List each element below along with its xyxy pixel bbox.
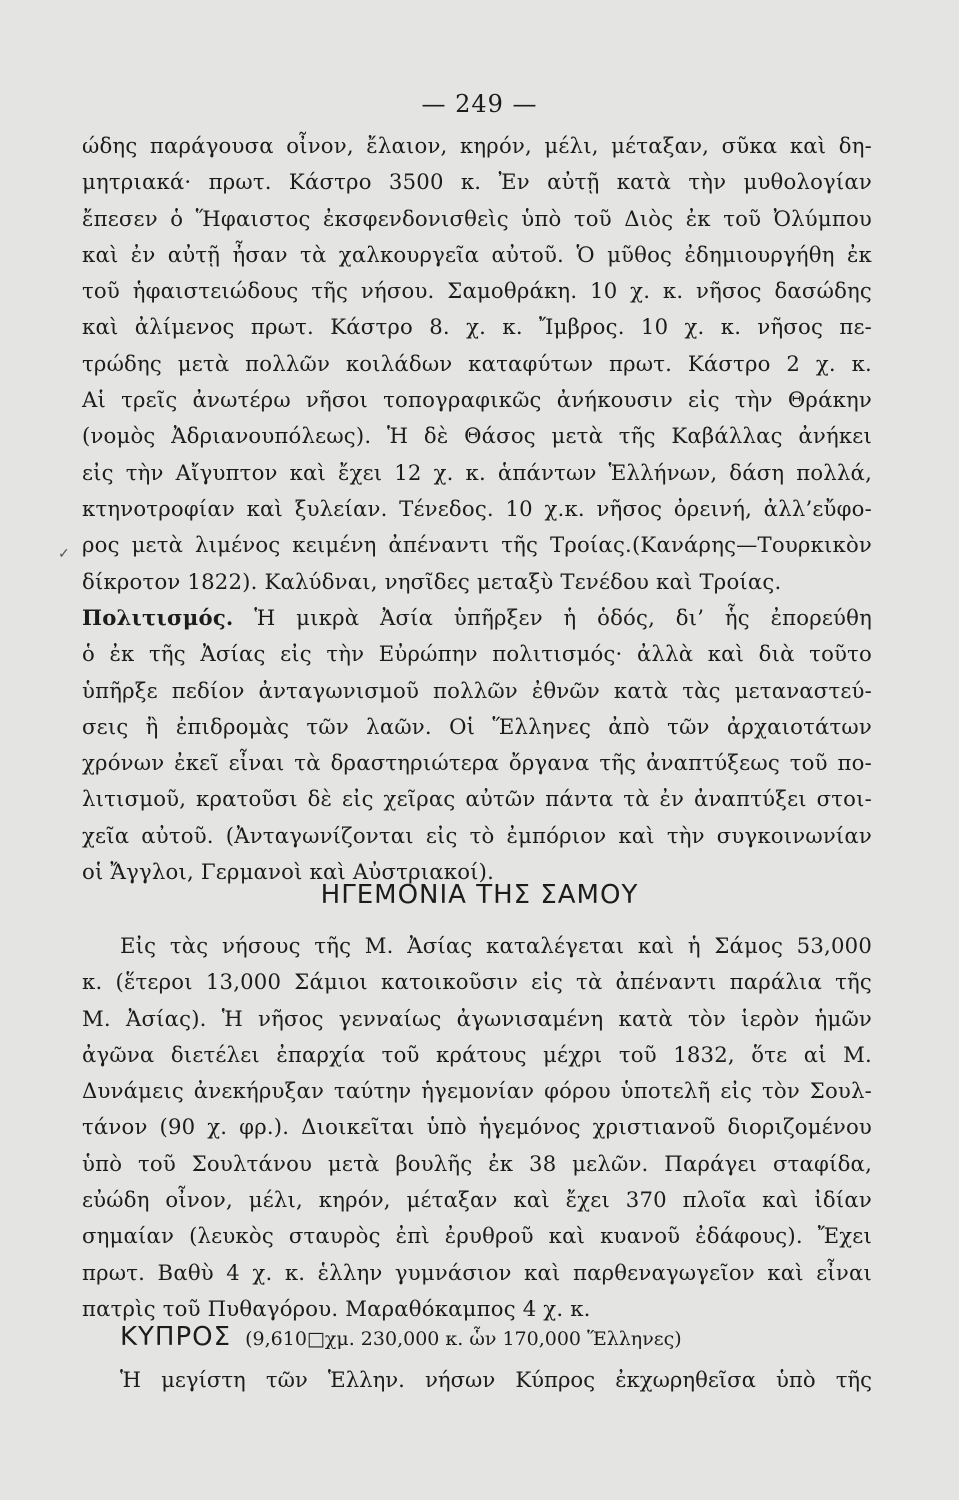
text-line bbox=[82, 600, 872, 636]
text-line: Μ. Ἀσίας). Ἡ νῆσος γενναίως ἀγωνισαμένη κατὰ τὸν ἱερὸν ἡμῶν bbox=[82, 1005, 872, 1031]
text-line: τοῦ ἡφαιστειώδους τῆς νήσου. Σαμοθράκη. 10 χ. κ. νῆσος δασώδης bbox=[82, 278, 872, 304]
paragraph-lead: Πολιτισμός. bbox=[82, 605, 234, 630]
text-line: Αἱ τρεῖς ἀνωτέρω νῆσοι τοπογραφικῶς ἀνήκουσιν εἰς τὴν Θράκην bbox=[82, 387, 872, 413]
text-line: εἰς τὴν Αἴγυπτον καὶ ἔχει 12 χ. κ. ἁπάντων Ἑλλήνων, δάση πολλά, bbox=[82, 459, 872, 485]
text-line: Δυνάμεις ἀνεκήρυξαν ταύτην ἡγεμονίαν φόρου ὑποτελῆ εἰς τὸν Σουλ- bbox=[82, 1078, 872, 1104]
text-line: κ. (ἕτεροι 13,000 Σάμιοι κατοικοῦσιν εἰς τὰ ἀπέναντι παράλια τῆς bbox=[82, 969, 872, 995]
section-title-kypros: ΚΥΠΡΟΣ bbox=[120, 1322, 232, 1352]
text-line: Εἰς τὰς νήσους τῆς Μ. Ἀσίας καταλέγεται καὶ ἡ Σάμος 53,000 bbox=[120, 933, 872, 958]
text-line: λιτισμοῦ, κρατοῦσι δὲ εἰς χεῖρας αὐτῶν πάντα τὰ ἐν ἀναπτύξει στοι- bbox=[82, 786, 872, 812]
paragraph-kypros: Ἡ μεγίστη τῶν Ἑλλην. νήσων Κύπρος ἐκχωρηθεῖσα ὑπὸ τῆς bbox=[120, 1367, 872, 1392]
text-line: σεις ἢ ἐπιδρομὰς τῶν λαῶν. Οἱ Ἕλληνες ἀπὸ τῶν ἀρχαιοτάτων bbox=[82, 713, 872, 739]
paragraph-civilization bbox=[82, 600, 872, 890]
text-line: τάνον (90 χ. φρ.). Διοικεῖται ὑπὸ ἡγεμόνος χριστιανοῦ διοριζομένου bbox=[82, 1114, 872, 1140]
text-line: ὁ ἐκ τῆς Ἀσίας εἰς τὴν Εὐρώπην πολιτισμός· ἀλλὰ καὶ διὰ τοῦτο bbox=[82, 641, 872, 667]
text-line: (νομὸς Ἀδριανουπόλεως). Ἡ δὲ Θάσος μετὰ τῆς Καβάλλας ἀνήκει bbox=[82, 423, 872, 449]
text-line: εὐώδη οἶνον, μέλι, κηρόν, μέταξαν καὶ ἔχει 370 πλοῖα καὶ ἰδίαν bbox=[82, 1187, 872, 1213]
text-line: ἔπεσεν ὁ Ἥφαιστος ἐκσφενδονισθεὶς ὑπὸ τοῦ Διὸς ἐκ τοῦ Ὀλύμπου bbox=[82, 205, 872, 231]
text-line: ώδης παράγουσα οἶνον, ἔλαιον, κηρόν, μέλι, μέταξαν, σῦκα καὶ δη- bbox=[82, 133, 872, 158]
kypros-stats: (9,610□χμ. 230,000 κ. ὧν 170,000 Ἕλληνες) bbox=[245, 1328, 682, 1350]
section-heading-kypros bbox=[120, 1322, 880, 1352]
text-line: ὑπὸ τοῦ Σουλτάνου μετὰ βουλῆς ἐκ 38 μελῶν. Παράγει σταφίδα, bbox=[82, 1150, 872, 1176]
text-line: πρωτ. Βαθὺ 4 χ. κ. ἑλλην γυμνάσιον καὶ παρθεναγωγεῖον καὶ εἶναι bbox=[82, 1259, 872, 1285]
paragraph-samos bbox=[82, 928, 872, 1327]
text-line: καὶ ἀλίμενος πρωτ. Κάστρο 8. χ. κ. Ἴμβρος. 10 χ. κ. νῆσος πε- bbox=[82, 314, 872, 340]
text-line: ἀγῶνα διετέλει ἐπαρχία τοῦ κράτους μέχρι τοῦ 1832, ὅτε αἱ Μ. bbox=[82, 1041, 872, 1067]
text-line: οἱ Ἄγγλοι, Γερμανοὶ καὶ Αὐστριακοί). bbox=[82, 859, 495, 885]
text-line: δίκροτον 1822). Καλύδναι, νησῖδες μεταξὺ Τενέδου καὶ Τροίας. bbox=[82, 568, 782, 594]
text-line: τρώδης μετὰ πολλῶν κοιλάδων καταφύτων πρωτ. Κάστρο 2 χ. κ. bbox=[82, 350, 872, 376]
text-line: χεῖα αὐτοῦ. (Ἀνταγωνίζονται εἰς τὸ ἐμπόριον καὶ τὴν συγκοινωνίαν bbox=[82, 822, 872, 848]
section-title-samos: ΗΓΕΜΟΝΙΑ ΤΗΣ ΣΑΜΟΥ bbox=[320, 880, 639, 910]
text-line: ὑπῆρξε πεδίον ἀνταγωνισμοῦ πολλῶν ἐθνῶν κατὰ τὰς μεταναστεύ- bbox=[82, 677, 872, 703]
text-line: κτηνοτροφίαν καὶ ξυλείαν. Τένεδος. 10 χ.κ. νῆσος ὀρεινή, ἀλλ’εὔφο- bbox=[82, 495, 872, 521]
text-line: χρόνων ἐκεῖ εἶναι τὰ δραστηριώτερα ὄργανα τῆς ἀναπτύξεως τοῦ πο- bbox=[82, 750, 872, 776]
text-line: ρος μετὰ λιμένος κειμένη ἀπέναντι τῆς Τροίας.(Κανάρης—Τουρκικὸν bbox=[82, 532, 872, 558]
paragraph-islands bbox=[82, 128, 872, 600]
margin-mark: ✓ bbox=[58, 546, 70, 562]
text-line: καὶ ἐν αὐτῇ ἦσαν τὰ χαλκουργεῖα αὐτοῦ. Ὁ μῦθος ἐδημιουργήθη ἐκ bbox=[82, 241, 872, 267]
page-number: — 249 — bbox=[421, 90, 538, 118]
text-line: μητριακά· πρωτ. Κάστρο 3500 κ. Ἐν αὐτῇ κατὰ τὴν μυθολογίαν bbox=[82, 169, 872, 195]
text-line: σημαίαν (λευκὸς σταυρὸς ἐπὶ ἐρυθροῦ καὶ κυανοῦ ἐδάφους). Ἔχει bbox=[82, 1223, 872, 1249]
text-span: Ἡ μικρὰ Ἀσία ὑπῆρξεν ἡ ὁδός, δι’ ἧς ἐπορεύθη bbox=[233, 605, 872, 630]
text-line: πατρὶς τοῦ Πυθαγόρου. Μαραθόκαμπος 4 χ. κ. bbox=[82, 1295, 591, 1321]
